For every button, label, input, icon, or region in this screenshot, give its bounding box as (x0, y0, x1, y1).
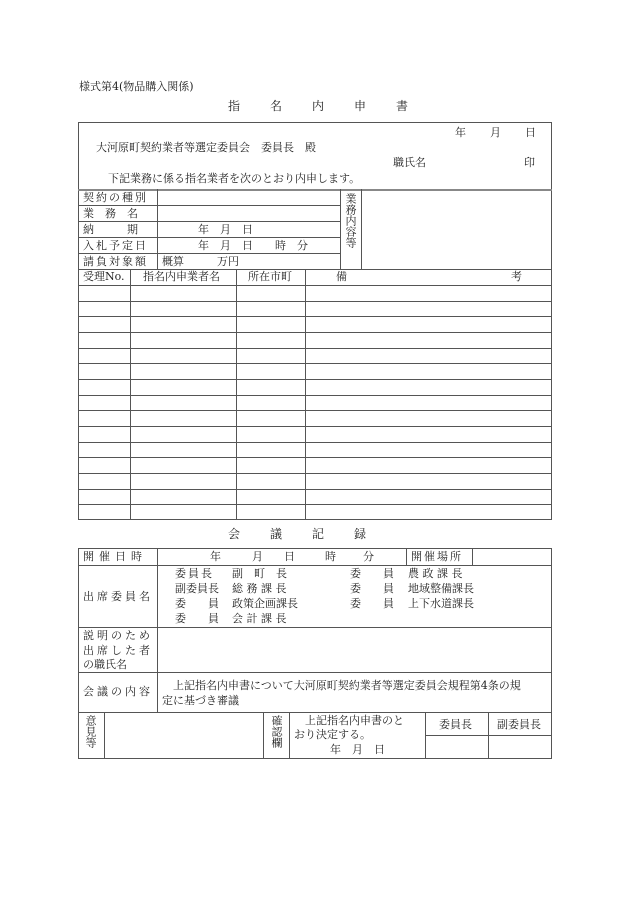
vendor-table-row[interactable] (79, 490, 551, 505)
date-year: 年 (455, 126, 466, 139)
contract-type-field[interactable] (158, 190, 339, 205)
contract-amount-field[interactable]: 概算 万円 (162, 255, 239, 268)
col-line (289, 712, 290, 759)
work-name-label: 業 務 名 (83, 207, 138, 220)
vendor-table-row[interactable] (79, 349, 551, 364)
decision-text-line: おり決定する。 (294, 728, 371, 741)
col-line (236, 269, 237, 520)
delivery-field[interactable]: 年 月 日 (198, 223, 253, 236)
attendee-role: 委員長 (175, 567, 214, 580)
explainers-label-line: 出席した者 (83, 644, 153, 657)
explainers-label-line: 説明のため (83, 629, 153, 642)
position-name-label[interactable]: 職氏名 (393, 156, 426, 169)
decision-text-line: 上記指名内申書のと (294, 714, 404, 727)
vendor-table-row[interactable] (79, 474, 551, 489)
attendee-role: 委 員 (350, 582, 394, 595)
datetime-month[interactable]: 月 (252, 550, 263, 563)
row-line (78, 221, 340, 222)
datetime-hour[interactable]: 時 (325, 550, 336, 563)
col-line (130, 269, 131, 520)
explainers-label-line: の職氏名 (83, 658, 127, 671)
seal-mark: 印 (524, 156, 535, 169)
date-month: 月 (490, 126, 501, 139)
attendee-role: 副委員長 (175, 582, 219, 595)
vendor-table-row[interactable] (79, 443, 551, 458)
contract-type-label: 契約の種別 (83, 191, 148, 204)
col-line (340, 189, 341, 269)
col-header-remarks-2: 考 (511, 270, 522, 283)
delivery-label: 納 期 (83, 223, 138, 236)
vendor-table-row[interactable] (79, 302, 551, 317)
vice-chair-label: 副委員長 (497, 718, 541, 731)
vice-chair-seal-field[interactable] (489, 736, 551, 758)
vendor-table-row[interactable] (79, 364, 551, 379)
work-name-field[interactable] (158, 206, 339, 221)
page-title: 指名内申書 (228, 99, 439, 113)
meeting-title: 会議記録 (228, 527, 397, 541)
bid-date-label: 入札予定日 (83, 239, 148, 252)
addressee: 大河原町契約業者等選定委員会 委員長 殿 (96, 141, 316, 154)
chair-seal-field[interactable] (426, 736, 487, 758)
attendee-role: 委 員 (350, 597, 394, 610)
attendee-position: 政策企画課長 (232, 597, 298, 610)
decision-date[interactable]: 年 月 日 (330, 743, 385, 756)
vendor-table-row[interactable] (79, 427, 551, 442)
datetime-day[interactable]: 日 (284, 550, 295, 563)
row-line (78, 237, 340, 238)
attendee-role: 委 員 (175, 597, 219, 610)
chair-label: 委員長 (439, 718, 472, 731)
attendee-position: 総 務 課 長 (232, 582, 287, 595)
col-line (263, 712, 264, 759)
vendor-table-row[interactable] (79, 380, 551, 395)
attendee-position: 上下水道課長 (408, 597, 474, 610)
attendee-position: 副 町 長 (232, 567, 287, 580)
work-content-label: 業務内容等 (344, 193, 357, 248)
form-label: 様式第4(物品購入関係) (79, 80, 194, 93)
datetime-year[interactable]: 年 (210, 550, 221, 563)
vendor-table-row[interactable] (79, 286, 551, 301)
vendor-table-row[interactable] (79, 333, 551, 348)
datetime-label: 開催日時 (83, 550, 147, 563)
attendees-label: 出席委員名 (83, 590, 153, 603)
attendee-position: 会 計 課 長 (232, 612, 287, 625)
date-day: 日 (525, 126, 536, 139)
row-line (78, 253, 340, 254)
vendor-table-row[interactable] (79, 458, 551, 473)
attendee-role: 委 員 (350, 567, 394, 580)
vendor-table-row[interactable] (79, 396, 551, 411)
content-label: 会議の内容 (83, 685, 153, 698)
col-header-location: 所在市町 (248, 270, 292, 283)
venue-label: 開催場所 (411, 550, 463, 563)
work-content-field[interactable] (362, 190, 551, 268)
vendor-table-row[interactable] (79, 317, 551, 332)
intro-text: 下記業務に係る指名業者を次のとおり内申します。 (108, 172, 361, 185)
col-header-receipt-no: 受理No. (83, 270, 125, 283)
contract-amount-label: 請負対象額 (83, 255, 148, 268)
row-line (78, 565, 552, 566)
row-line (78, 672, 552, 673)
col-header-remarks-1: 備 (336, 270, 347, 283)
bid-date-field[interactable]: 年 月 日 時 分 (198, 239, 308, 252)
vendor-table-row[interactable] (79, 411, 551, 426)
vendor-table-row[interactable] (79, 505, 551, 520)
attendee-position: 地域整備課長 (408, 582, 474, 595)
attendee-role: 委 員 (175, 612, 219, 625)
col-line (406, 548, 407, 565)
attendee-position: 農 政 課 長 (408, 567, 463, 580)
content-text-line: 上記指名内申書について大河原町契約業者等選定委員会規程第4条の規 (162, 679, 521, 692)
content-text-line: 定に基づき審議 (162, 694, 239, 707)
col-line (305, 269, 306, 520)
explainers-field[interactable] (158, 628, 551, 672)
confirm-label: 確認欄 (270, 715, 283, 748)
opinion-field[interactable] (105, 713, 262, 758)
opinion-label: 意見等 (84, 715, 97, 748)
venue-field[interactable] (473, 549, 551, 565)
datetime-minute[interactable]: 分 (363, 550, 374, 563)
col-header-vendor-name: 指名内申業者名 (143, 270, 220, 283)
